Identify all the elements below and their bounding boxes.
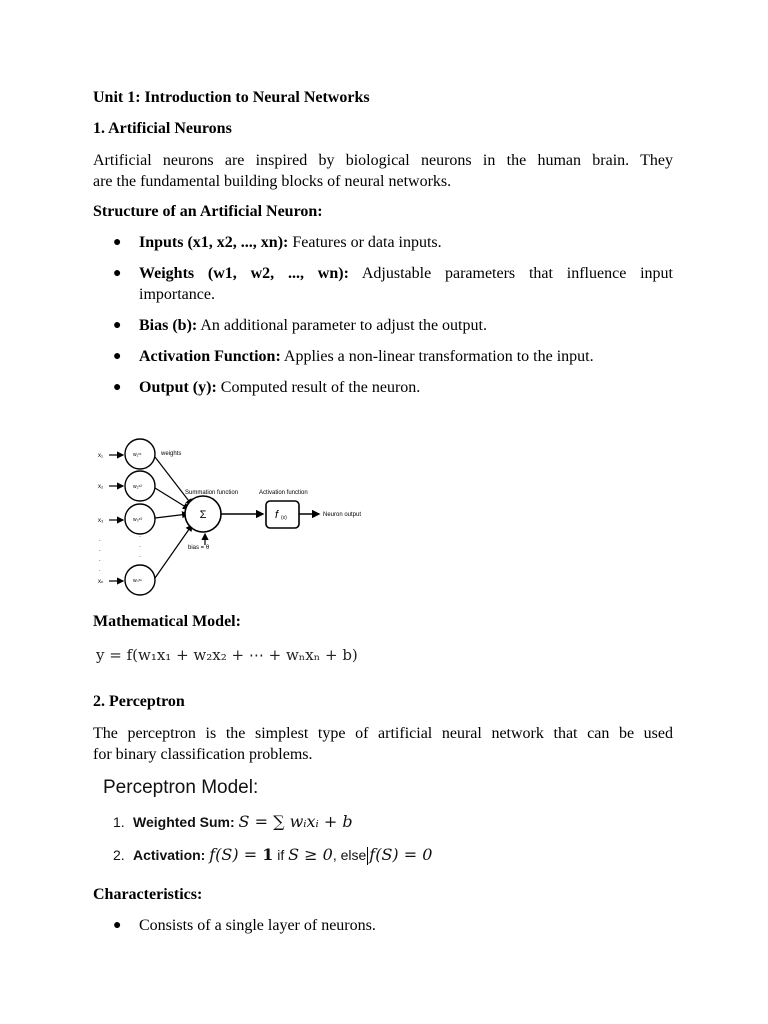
input-label: x₁	[98, 453, 104, 459]
perceptron-line1: The perceptron is the simplest type of artificial neural network that can be used	[93, 725, 673, 742]
activation-symbol: f	[275, 509, 279, 521]
bullet-label: Activation Function:	[139, 348, 281, 365]
step-number: 1.	[113, 814, 125, 830]
weight-node-label: wₙˣⁿ	[133, 578, 143, 584]
weight-node-label: w₂ˣ²	[133, 484, 142, 490]
step-math: f(S) = 0	[369, 845, 433, 864]
section2-heading: 2. Perceptron	[93, 693, 185, 710]
bullet-label: Output (y):	[139, 379, 217, 396]
perceptron-step	[113, 845, 432, 865]
intro-line1: Artificial neurons are inspired by biological neurons in the human brain. They	[93, 152, 673, 169]
ellipsis-dot: .	[139, 553, 141, 559]
bullet-text: Computed result of the neuron.	[216, 379, 421, 396]
ellipsis-dot: .	[139, 533, 141, 539]
step-label: Weighted Sum:	[133, 814, 239, 830]
section1-heading: 1. Artificial Neurons	[93, 120, 232, 137]
bullet-icon: ●	[113, 918, 122, 933]
bullet-text: Adjustable parameters that influence input	[348, 265, 673, 282]
ellipsis-dot: .	[99, 547, 101, 553]
step-text: , else	[332, 847, 367, 863]
sigma-symbol: Σ	[199, 509, 207, 521]
connection-arrow	[155, 525, 192, 578]
ellipsis-dot: .	[99, 567, 101, 573]
step-number: 2.	[113, 847, 125, 863]
bullet-text: Features or data inputs.	[288, 234, 442, 251]
neuron-diagram	[93, 437, 383, 602]
ellipsis-dot: .	[99, 537, 101, 543]
bullet-icon: ●	[113, 349, 122, 364]
bullet-text: Consists of a single layer of neurons.	[139, 917, 376, 934]
bullet-label: Weights (w1, w2, ..., wn):	[139, 265, 349, 282]
structure-heading: Structure of an Artificial Neuron:	[93, 203, 323, 220]
bullet-icon: ●	[113, 380, 122, 395]
bullet-label: Inputs (x1, x2, ..., xn):	[139, 234, 289, 251]
step-text: if	[273, 847, 289, 863]
step-math: S = ∑ wᵢxᵢ + b	[238, 812, 353, 831]
step-math: f(S) =	[209, 845, 263, 864]
characteristics-heading: Characteristics:	[93, 886, 203, 903]
output-label: Neuron output	[323, 512, 362, 518]
input-label: x₂	[98, 484, 104, 490]
bias-label: bias = θ	[188, 545, 210, 551]
bullet-icon: ●	[113, 235, 122, 250]
activation-label: Activation function	[259, 490, 308, 496]
math-formula: y = f(w₁x₁ + w₂x₂ + ⋯ + wₙxₙ + b)	[96, 646, 358, 664]
ellipsis-dot: .	[139, 543, 141, 549]
connection-arrow	[155, 514, 188, 518]
connection-arrow	[155, 457, 192, 505]
input-label: x₃	[98, 518, 104, 524]
step-condition: S ≥ 0	[288, 845, 333, 864]
step-label: Activation:	[133, 847, 210, 863]
bullet-icon: ●	[113, 266, 122, 281]
connection-arrow	[155, 488, 189, 509]
perceptron-model-title: Perceptron Model:	[103, 777, 259, 798]
input-label: xₙ	[98, 579, 104, 585]
bullet-text: An additional parameter to adjust the output.	[197, 317, 487, 334]
perceptron-step	[113, 812, 353, 831]
intro-line2: are the fundamental building blocks of neural networks.	[93, 173, 452, 190]
bullet-label: Bias (b):	[139, 317, 198, 334]
activation-arg: (x)	[281, 515, 287, 521]
perceptron-line2: for binary classification problems.	[93, 746, 313, 763]
math-model-heading: Mathematical Model:	[93, 613, 241, 630]
summation-label: Summation function	[185, 490, 239, 496]
step-value: 1	[262, 845, 274, 864]
weight-node-label: w₃ˣ³	[133, 517, 142, 523]
weight-node-label: w₁ˣ¹	[133, 452, 142, 458]
bullet-text: importance.	[139, 286, 215, 303]
bullet-icon: ●	[113, 318, 122, 333]
weights-label: weights	[161, 451, 182, 457]
ellipsis-dot: .	[99, 557, 101, 563]
bullet-text: Applies a non-linear transformation to the input.	[280, 348, 594, 365]
unit-title: Unit 1: Introduction to Neural Networks	[93, 89, 370, 106]
